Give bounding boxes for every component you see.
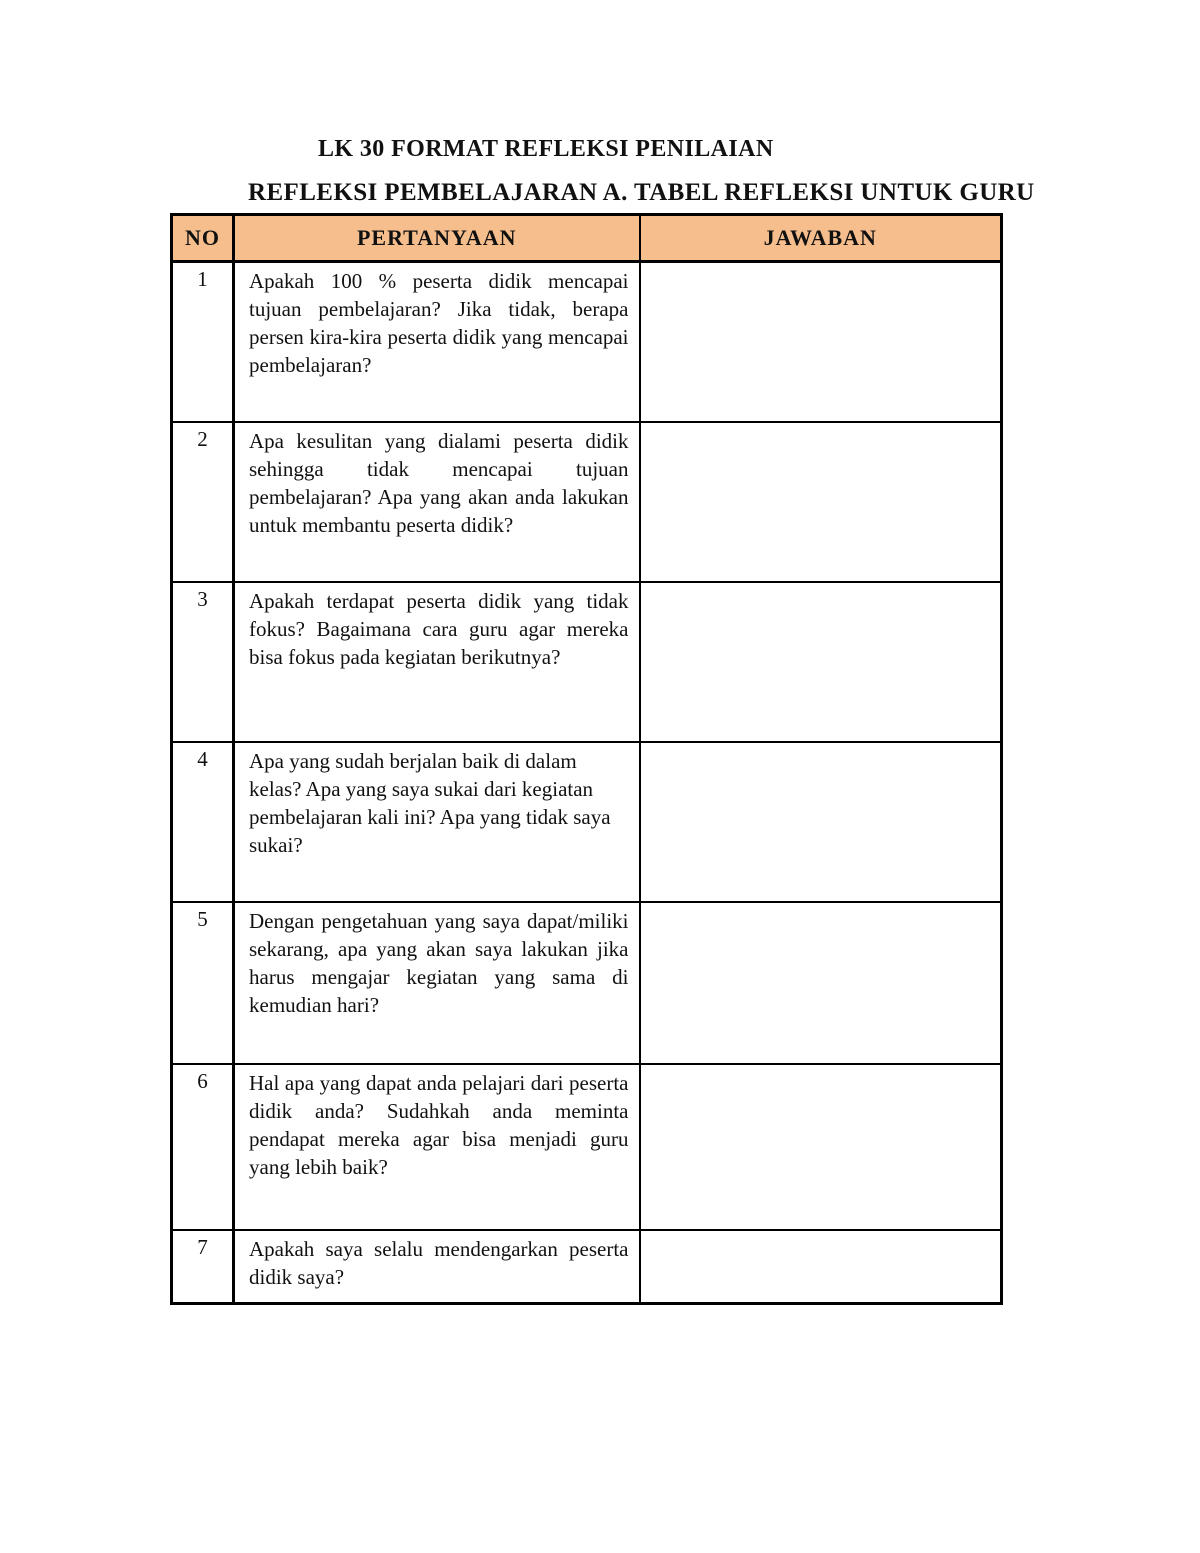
answer-cell — [640, 1230, 1002, 1304]
question-cell: Apakah saya selalu mendengarkan peserta didik saya? — [234, 1230, 640, 1304]
table-row — [172, 422, 1002, 582]
table-header-row — [172, 215, 1002, 262]
row-number: 3 — [172, 582, 234, 742]
column-header-pertanyaan: PERTANYAAN — [234, 215, 640, 262]
row-number: 2 — [172, 422, 234, 582]
page-title: LK 30 FORMAT REFLEKSI PENILAIAN — [318, 136, 774, 162]
question-cell: Dengan pengetahuan yang saya dapat/miliki sekarang, apa yang akan saya lakukan jika harus mengajar kegiatan yang sama di kemudian hari? — [234, 902, 640, 1064]
row-number: 7 — [172, 1230, 234, 1304]
row-number: 5 — [172, 902, 234, 1064]
answer-cell — [640, 742, 1002, 902]
table-row — [172, 742, 1002, 902]
table-row — [172, 262, 1002, 422]
table-row — [172, 582, 1002, 742]
column-header-no: NO — [172, 215, 234, 262]
question-cell: Apakah terdapat peserta didik yang tidak fokus? Bagaimana cara guru agar mereka bisa fokus pada kegiatan berikutnya? — [234, 582, 640, 742]
answer-cell — [640, 902, 1002, 1064]
answer-cell — [640, 422, 1002, 582]
table-row — [172, 1230, 1002, 1304]
question-cell: Hal apa yang dapat anda pelajari dari peserta didik anda? Sudahkah anda meminta pendapat mereka agar bisa menjadi guru yang lebih baik? — [234, 1064, 640, 1230]
answer-cell — [640, 582, 1002, 742]
question-cell: Apakah 100 % peserta didik mencapai tujuan pembelajaran? Jika tidak, berapa persen kira-kira peserta didik yang mencapai pembelajaran? — [234, 262, 640, 422]
answer-cell — [640, 262, 1002, 422]
row-number: 4 — [172, 742, 234, 902]
reflection-table — [170, 213, 1003, 1305]
page-subtitle: REFLEKSI PEMBELAJARAN A. TABEL REFLEKSI UNTUK GURU — [248, 178, 1035, 206]
table-row — [172, 1064, 1002, 1230]
question-cell: Apa kesulitan yang dialami peserta didik sehingga tidak mencapai tujuan pembelajaran? Apa yang akan anda lakukan untuk membantu peserta didik? — [234, 422, 640, 582]
answer-cell — [640, 1064, 1002, 1230]
row-number: 1 — [172, 262, 234, 422]
row-number: 6 — [172, 1064, 234, 1230]
table-row — [172, 902, 1002, 1064]
question-cell: Apa yang sudah berjalan baik di dalam kelas? Apa yang saya sukai dari kegiatan pembelajaran kali ini? Apa yang tidak saya sukai? — [234, 742, 640, 902]
column-header-jawaban: JAWABAN — [640, 215, 1002, 262]
